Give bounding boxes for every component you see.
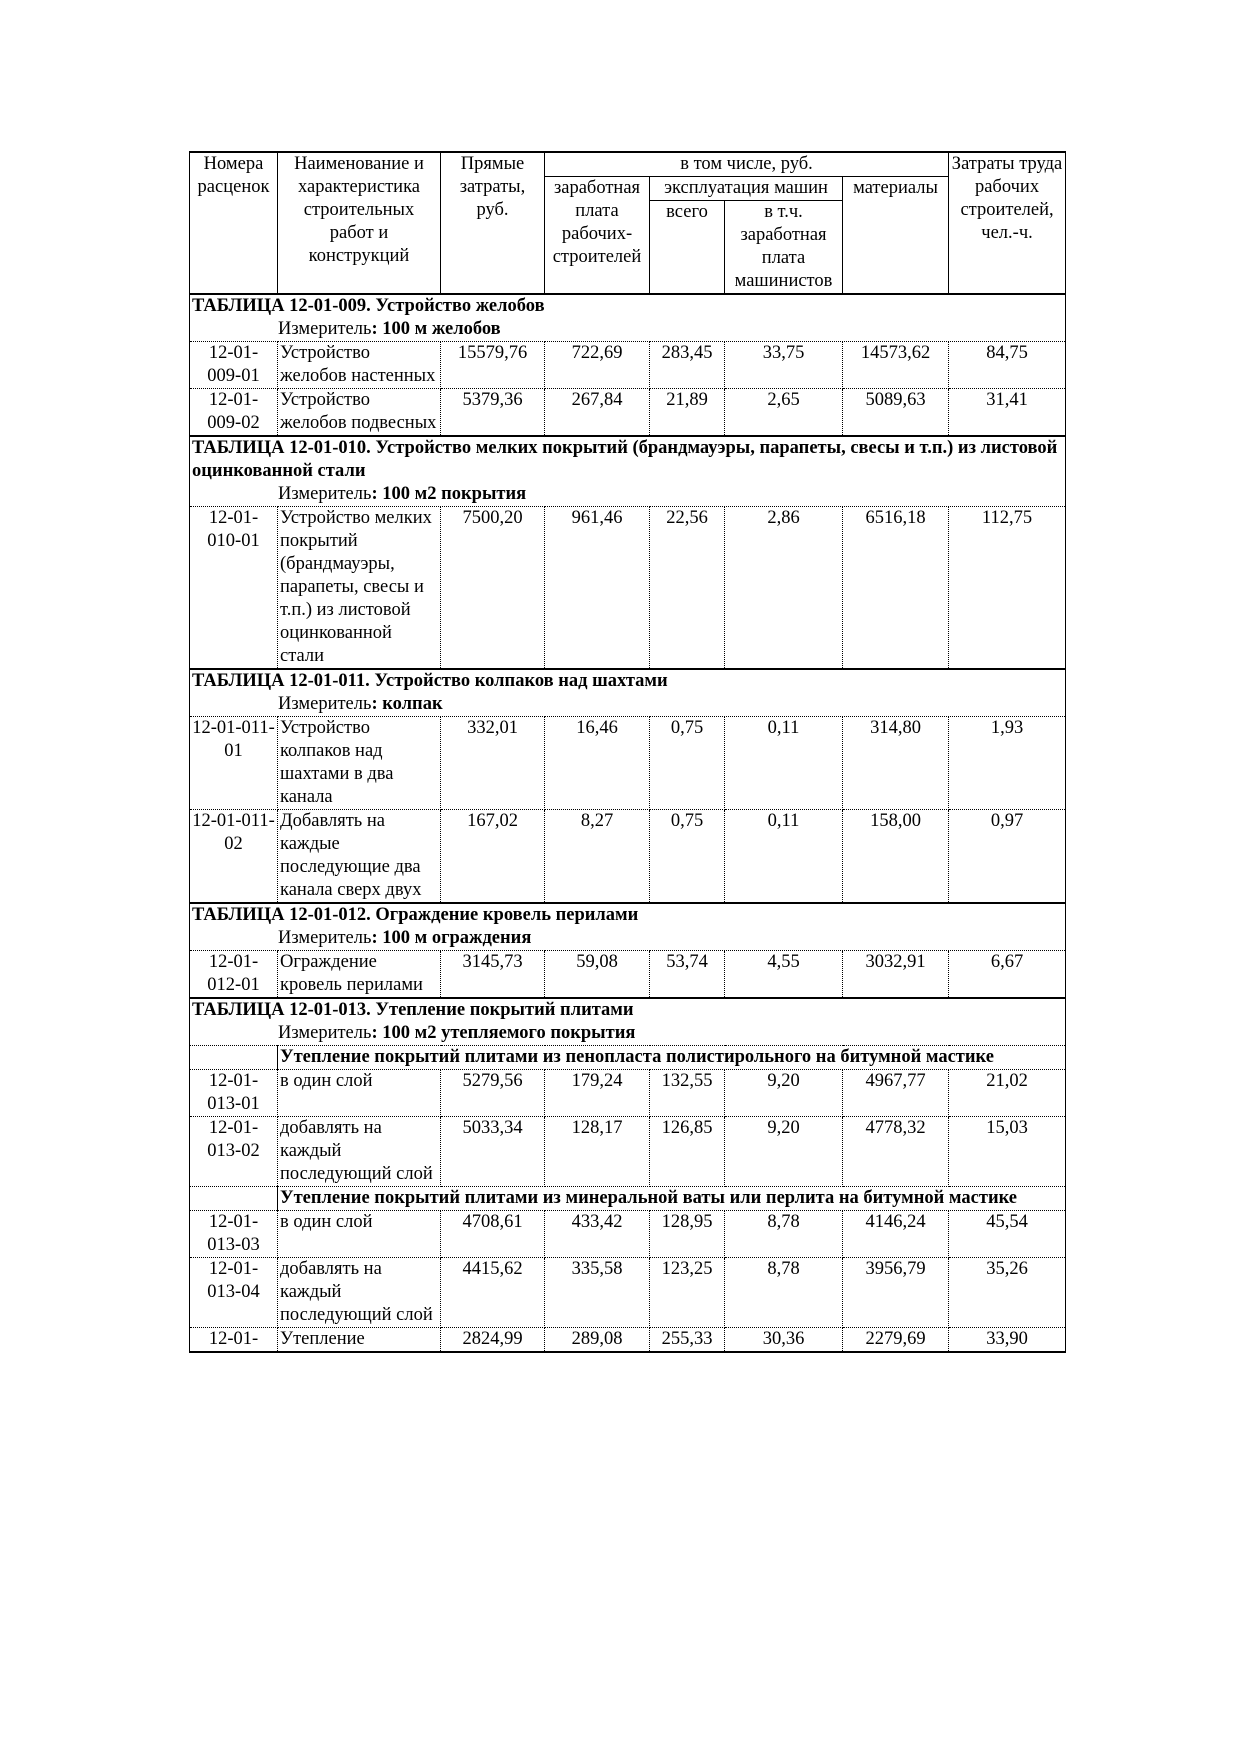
table-row	[190, 810, 1066, 904]
rate-code: 12-01-009-01	[190, 342, 278, 389]
materials-cost: 6516,18	[843, 507, 949, 670]
table-row	[190, 389, 1066, 437]
labor-cost: 45,54	[949, 1211, 1066, 1258]
materials-cost: 314,80	[843, 717, 949, 810]
operator-wage: 33,75	[725, 342, 843, 389]
meter-row	[190, 318, 1066, 342]
labor-cost: 1,93	[949, 717, 1066, 810]
table-row	[190, 1117, 1066, 1187]
materials-cost: 2279,69	[843, 1328, 949, 1353]
direct-cost: 5279,56	[441, 1070, 545, 1117]
machines-total: 0,75	[650, 717, 725, 810]
table-title: ТАБЛИЦА 12-01-010. Устройство мелких покрытий (брандмауэры, парапеты, свесы и т.п.) из листовой оцинкованной стали	[190, 436, 1066, 483]
operator-wage: 0,11	[725, 810, 843, 904]
header-name: Наименование и характеристика строительных работ и конструкций	[278, 152, 441, 294]
materials-cost: 3956,79	[843, 1258, 949, 1328]
operator-wage: 0,11	[725, 717, 843, 810]
header-labor: Затраты труда рабочих строителей, чел.-ч.	[949, 152, 1066, 294]
work-name: Устройство желобов настенных	[278, 342, 441, 389]
operator-wage: 9,20	[725, 1070, 843, 1117]
worker-wage: 722,69	[545, 342, 650, 389]
labor-cost: 6,67	[949, 951, 1066, 999]
direct-cost: 2824,99	[441, 1328, 545, 1353]
table-row	[190, 342, 1066, 389]
meter-row	[190, 693, 1066, 717]
machines-total: 53,74	[650, 951, 725, 999]
meter-value: : колпак	[371, 694, 443, 714]
worker-wage: 961,46	[545, 507, 650, 670]
meter-value: : 100 м2 утепляемого покрытия	[371, 1023, 636, 1043]
subsection-title: Утепление покрытий плитами из пенопласта полистирольного на битумной мастике	[278, 1046, 1066, 1070]
table-row	[190, 1211, 1066, 1258]
direct-cost: 4415,62	[441, 1258, 545, 1328]
machines-total: 126,85	[650, 1117, 725, 1187]
rates-body	[190, 294, 1066, 1352]
table-row	[190, 951, 1066, 999]
operator-wage: 30,36	[725, 1328, 843, 1353]
materials-cost: 3032,91	[843, 951, 949, 999]
work-name: Устройство колпаков над шахтами в два канала	[278, 717, 441, 810]
labor-cost: 33,90	[949, 1328, 1066, 1353]
materials-cost: 5089,63	[843, 389, 949, 437]
labor-cost: 21,02	[949, 1070, 1066, 1117]
header-materials: материалы	[843, 177, 949, 295]
direct-cost: 167,02	[441, 810, 545, 904]
meter-label: Измеритель	[278, 928, 372, 948]
subsection-row	[190, 1046, 1066, 1070]
subsection-row	[190, 1187, 1066, 1211]
meter-row	[190, 1022, 1066, 1046]
work-name: Устройство желобов подвесных	[278, 389, 441, 437]
table-title-row	[190, 903, 1066, 927]
machines-total: 255,33	[650, 1328, 725, 1353]
materials-cost: 4967,77	[843, 1070, 949, 1117]
direct-cost: 4708,61	[441, 1211, 545, 1258]
operator-wage: 8,78	[725, 1258, 843, 1328]
materials-cost: 158,00	[843, 810, 949, 904]
meter	[190, 318, 1066, 342]
machines-total: 128,95	[650, 1211, 725, 1258]
machines-total: 21,89	[650, 389, 725, 437]
operator-wage: 2,65	[725, 389, 843, 437]
rate-code: 12-01-013-04	[190, 1258, 278, 1328]
worker-wage: 16,46	[545, 717, 650, 810]
labor-cost: 15,03	[949, 1117, 1066, 1187]
direct-cost: 5033,34	[441, 1117, 545, 1187]
work-name: добавлять на каждый последующий слой	[278, 1258, 441, 1328]
operator-wage: 9,20	[725, 1117, 843, 1187]
labor-cost: 112,75	[949, 507, 1066, 670]
work-name: Добавлять на каждые последующие два канала сверх двух	[278, 810, 441, 904]
table-row	[190, 1258, 1066, 1328]
work-name: Устройство мелких покрытий (брандмауэры, парапеты, свесы и т.п.) из листовой оцинкованной стали	[278, 507, 441, 670]
header-machines-wage: в т.ч. заработная плата машинистов	[725, 201, 843, 295]
worker-wage: 8,27	[545, 810, 650, 904]
rate-code: 12-01-009-02	[190, 389, 278, 437]
meter-value: : 100 м желобов	[371, 319, 501, 339]
header-wage: заработная плата рабочих-строителей	[545, 177, 650, 295]
work-name: Утепление	[278, 1328, 441, 1353]
labor-cost: 0,97	[949, 810, 1066, 904]
machines-total: 132,55	[650, 1070, 725, 1117]
subsection-blank	[190, 1046, 278, 1070]
labor-cost: 35,26	[949, 1258, 1066, 1328]
work-name: добавлять на каждый последующий слой	[278, 1117, 441, 1187]
meter-value: : 100 м ограждения	[371, 928, 532, 948]
worker-wage: 289,08	[545, 1328, 650, 1353]
machines-total: 0,75	[650, 810, 725, 904]
table-row	[190, 507, 1066, 670]
worker-wage: 179,24	[545, 1070, 650, 1117]
table-title: ТАБЛИЦА 12-01-013. Утепление покрытий плитами	[190, 998, 1066, 1022]
subsection-title: Утепление покрытий плитами из минеральной ваты или перлита на битумной мастике	[278, 1187, 1066, 1211]
rate-code: 12-01-012-01	[190, 951, 278, 999]
machines-total: 123,25	[650, 1258, 725, 1328]
direct-cost: 5379,36	[441, 389, 545, 437]
header-machines-total: всего	[650, 201, 725, 295]
meter	[190, 927, 1066, 951]
materials-cost: 14573,62	[843, 342, 949, 389]
rate-code: 12-01-010-01	[190, 507, 278, 670]
direct-cost: 332,01	[441, 717, 545, 810]
table-row	[190, 1328, 1066, 1353]
meter-label: Измеритель	[278, 484, 372, 504]
rate-code: 12-01-013-02	[190, 1117, 278, 1187]
materials-cost: 4778,32	[843, 1117, 949, 1187]
work-name: Ограждение кровель перилами	[278, 951, 441, 999]
operator-wage: 4,55	[725, 951, 843, 999]
table-title: ТАБЛИЦА 12-01-012. Ограждение кровель перилами	[190, 903, 1066, 927]
table-title-row	[190, 669, 1066, 693]
meter	[190, 1022, 1066, 1046]
meter-row	[190, 927, 1066, 951]
materials-cost: 4146,24	[843, 1211, 949, 1258]
meter-value: : 100 м2 покрытия	[371, 484, 527, 504]
operator-wage: 8,78	[725, 1211, 843, 1258]
work-name: в один слой	[278, 1070, 441, 1117]
table-title-row	[190, 436, 1066, 483]
table-title: ТАБЛИЦА 12-01-009. Устройство желобов	[190, 294, 1066, 318]
table-row	[190, 1070, 1066, 1117]
subsection-blank	[190, 1187, 278, 1211]
header-direct: Прямые затраты, руб.	[441, 152, 545, 294]
direct-cost: 15579,76	[441, 342, 545, 389]
work-name: в один слой	[278, 1211, 441, 1258]
machines-total: 22,56	[650, 507, 725, 670]
table-title-row	[190, 998, 1066, 1022]
header-incl: в том числе, руб.	[545, 152, 949, 177]
rate-code: 12-01-013-03	[190, 1211, 278, 1258]
table-row	[190, 717, 1066, 810]
worker-wage: 128,17	[545, 1117, 650, 1187]
machines-total: 283,45	[650, 342, 725, 389]
meter-label: Измеритель	[278, 319, 372, 339]
operator-wage: 2,86	[725, 507, 843, 670]
meter	[190, 693, 1066, 717]
labor-cost: 31,41	[949, 389, 1066, 437]
table-title-row	[190, 294, 1066, 318]
rate-code: 12-01-013-01	[190, 1070, 278, 1117]
rates-table	[189, 151, 1066, 1353]
meter-label: Измеритель	[278, 694, 372, 714]
direct-cost: 3145,73	[441, 951, 545, 999]
worker-wage: 335,58	[545, 1258, 650, 1328]
worker-wage: 59,08	[545, 951, 650, 999]
rate-code: 12-01-	[190, 1328, 278, 1353]
meter-label: Измеритель	[278, 1023, 372, 1043]
header-code: Номера расценок	[190, 152, 278, 294]
header-machines: эксплуатация машин	[650, 177, 843, 201]
worker-wage: 267,84	[545, 389, 650, 437]
rate-code: 12-01-011-01	[190, 717, 278, 810]
labor-cost: 84,75	[949, 342, 1066, 389]
meter-row	[190, 483, 1066, 507]
rates-sheet	[189, 151, 1065, 1353]
direct-cost: 7500,20	[441, 507, 545, 670]
worker-wage: 433,42	[545, 1211, 650, 1258]
meter	[190, 483, 1066, 507]
table-title: ТАБЛИЦА 12-01-011. Устройство колпаков над шахтами	[190, 669, 1066, 693]
rate-code: 12-01-011-02	[190, 810, 278, 904]
